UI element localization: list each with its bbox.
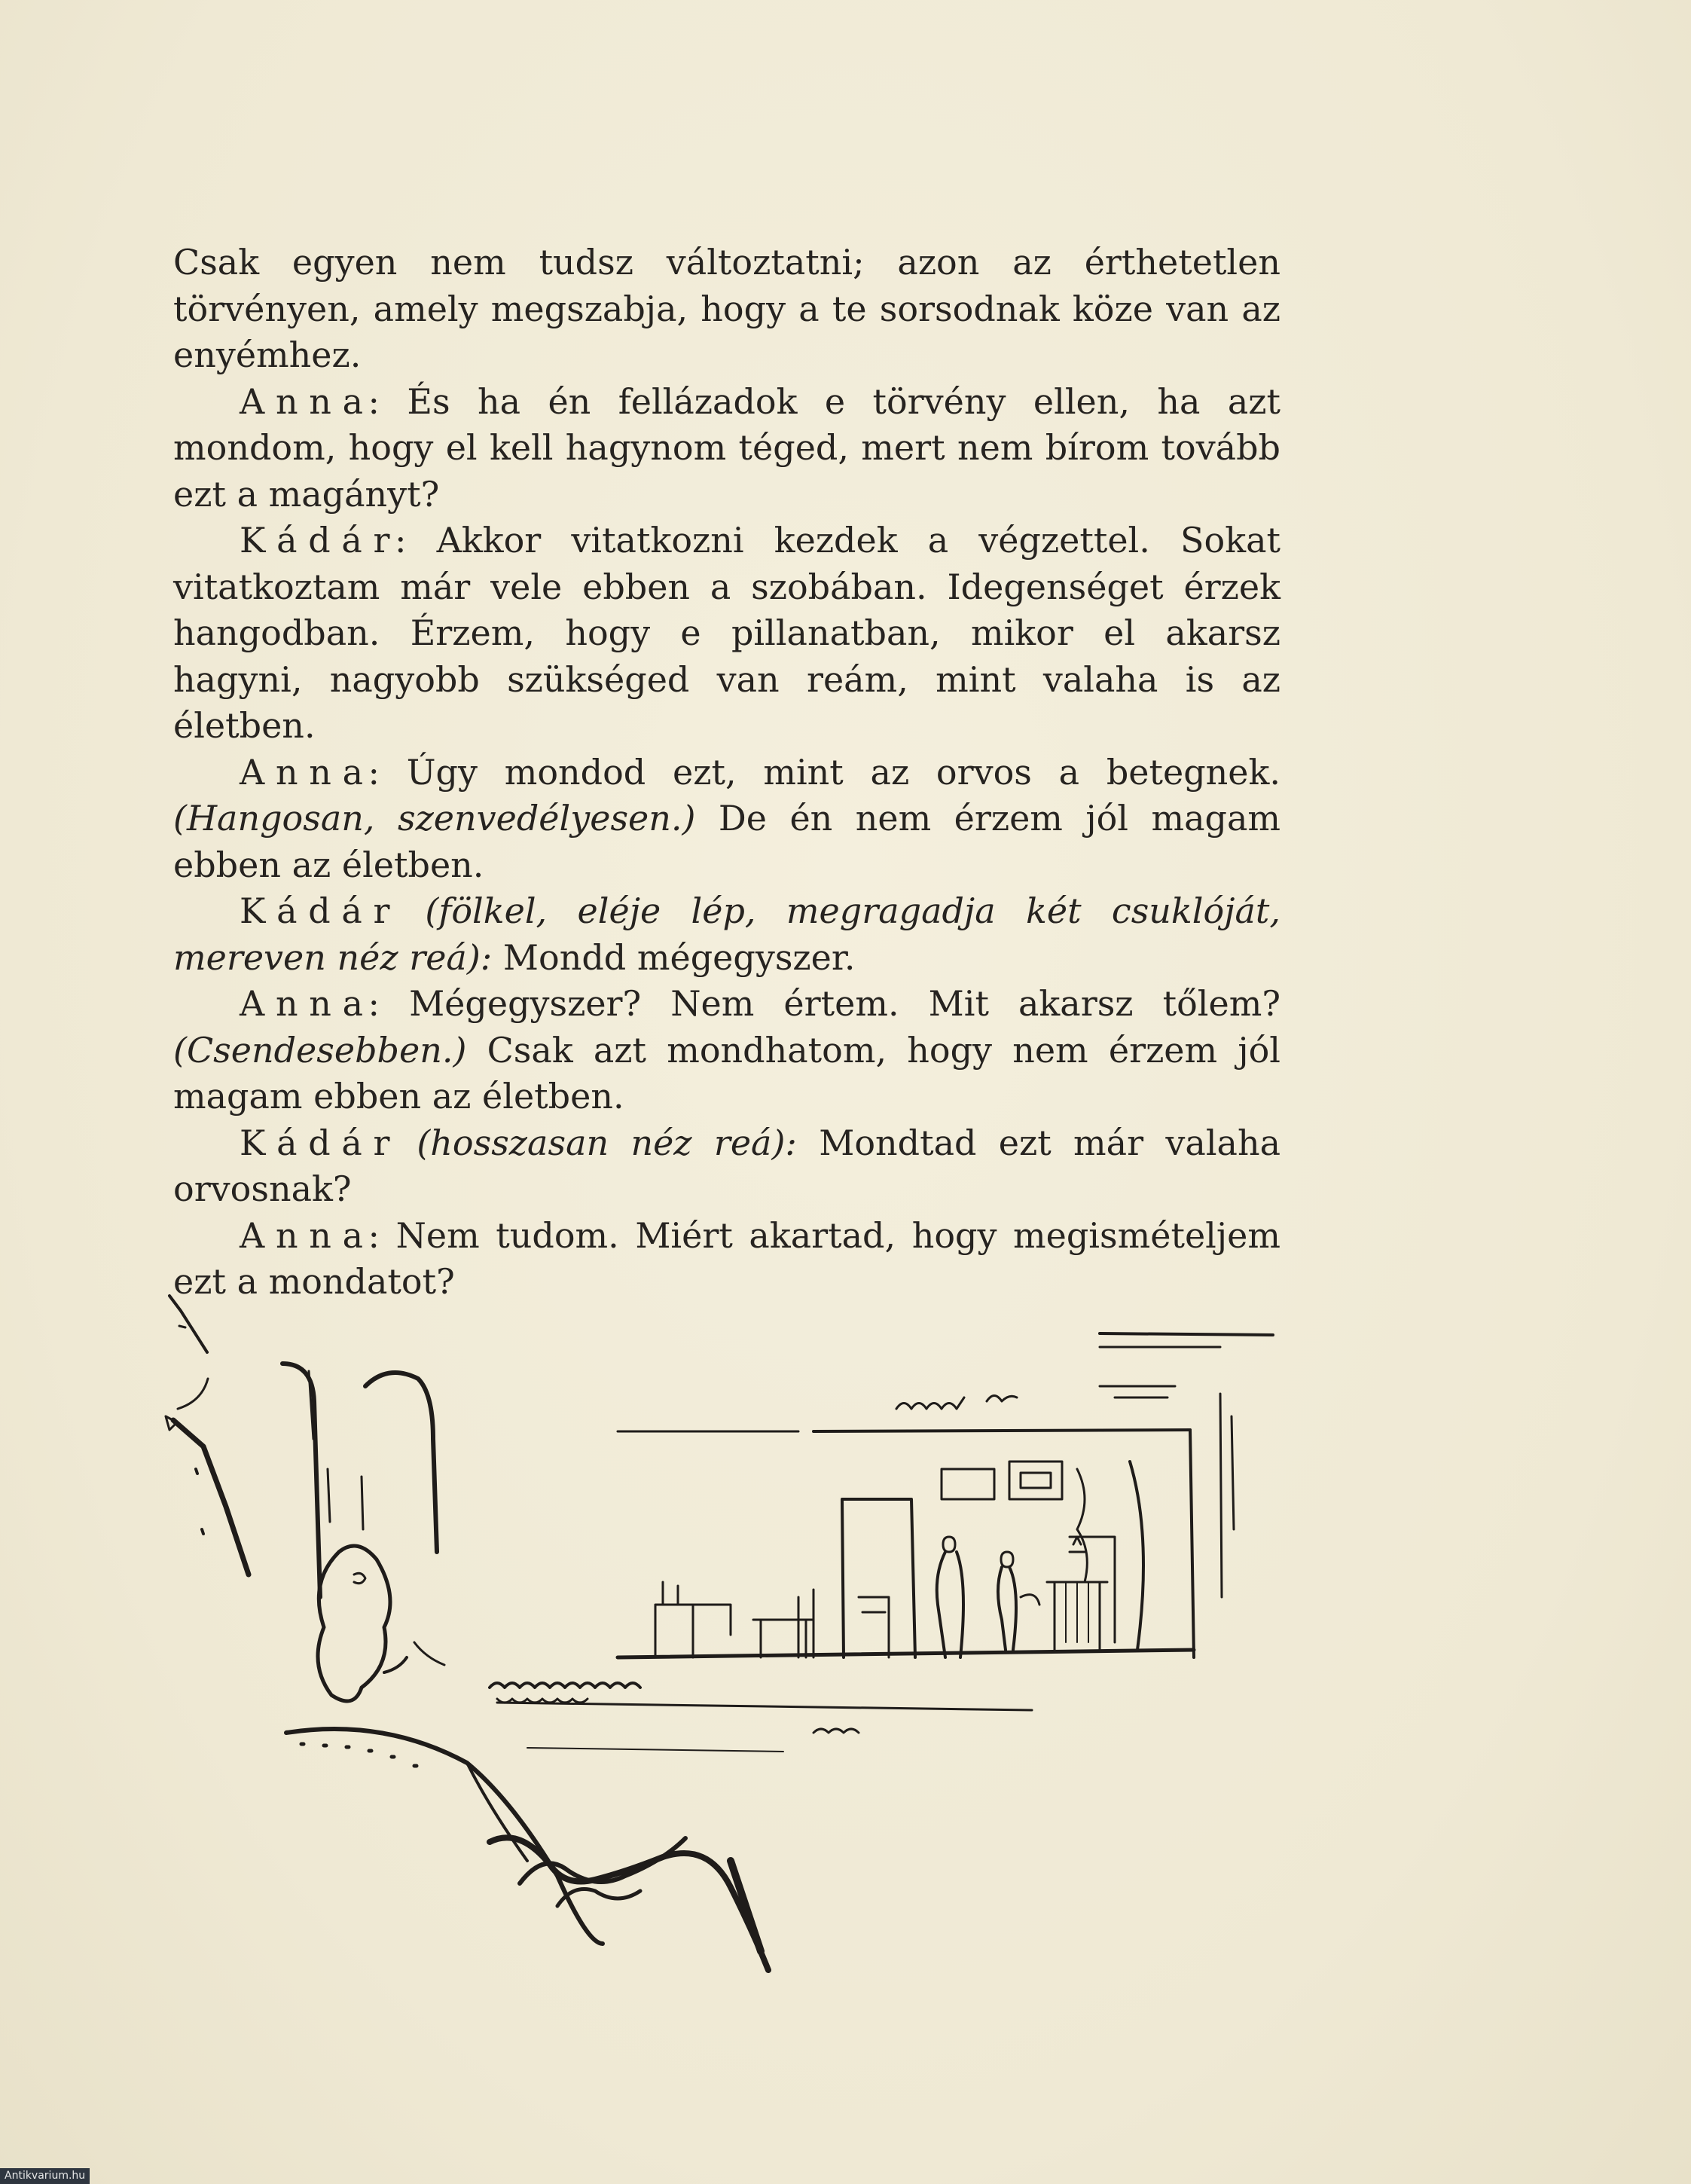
- dialogue-line: Csak egyen nem tudsz változtatni; azon az érthetetlen törvényen, amely megszabja, hogy a te sorsodnak köze van az enyémhez.: [173, 242, 1280, 375]
- stage-direction: (fölkel, eléje lép, megragadja két csuklóját, mereven néz reá):: [173, 890, 1280, 978]
- speaker-name: Kádár: [240, 1122, 401, 1163]
- dialogue-line: : Úgy mondod ezt, mint az orvos a betegnek.: [368, 751, 1280, 793]
- dialogue-line: : Nem tudom. Miért akartad, hogy megismételjem ezt a mondatot?: [173, 1214, 1280, 1302]
- speaker-name: Kádár: [240, 890, 401, 931]
- dialogue-line: : Akkor vitatkozni kezdek a végzettel. Sokat vitatkoztam már vele ebben a szobában. Idegenséget érzek hangodban. Érzem, hogy e pillanatban, mikor el akarsz hagyni, nagyobb szükséged van reám, mint valaha is az életben.: [173, 520, 1280, 746]
- ink-illustration: [136, 1281, 1311, 2004]
- speaker-name: Anna: [240, 1214, 374, 1256]
- dialogue-line: : Mégegyszer? Nem értem. Mit akarsz tőlem?: [368, 983, 1280, 1024]
- dialogue-line: [395, 890, 425, 931]
- speaker-name: Kádár: [240, 520, 401, 561]
- stage-direction: (Hangosan, szenvedélyesen.): [173, 798, 696, 838]
- dialogue-line: De én nem érzem jól magam ebben az életben.: [173, 798, 1280, 885]
- paragraph: [173, 240, 1280, 379]
- dialogue-text: [173, 240, 1280, 1306]
- watermark: Antikvarium.hu: [0, 2168, 90, 2184]
- speaker-name: Anna: [240, 983, 374, 1024]
- paragraph: [173, 518, 1280, 750]
- dialogue-line: Csak azt mondhatom, hogy nem érzem jól magam ebben az életben.: [173, 1029, 1280, 1116]
- dialogue-line: : És ha én fellázadok e törvény ellen, ha azt mondom, hogy el kell hagynom téged, mert nem bírom tovább ezt a magányt?: [173, 380, 1280, 515]
- paragraph: [173, 888, 1280, 981]
- dialogue-line: Mondd mégegyszer.: [492, 936, 856, 978]
- paragraph: [173, 750, 1280, 889]
- speaker-name: Anna: [240, 380, 374, 422]
- paragraph: [173, 981, 1280, 1120]
- dialogue-line: [395, 1123, 417, 1163]
- dialogue-line: Mondtad ezt már valaha orvosnak?: [173, 1122, 1281, 1209]
- stage-direction: (Csendesebben.): [173, 1029, 467, 1071]
- paragraph: [173, 379, 1280, 518]
- speaker-name: Anna: [240, 751, 374, 793]
- paragraph: [173, 1120, 1280, 1213]
- stage-direction: (hosszasan néz reá):: [417, 1122, 797, 1163]
